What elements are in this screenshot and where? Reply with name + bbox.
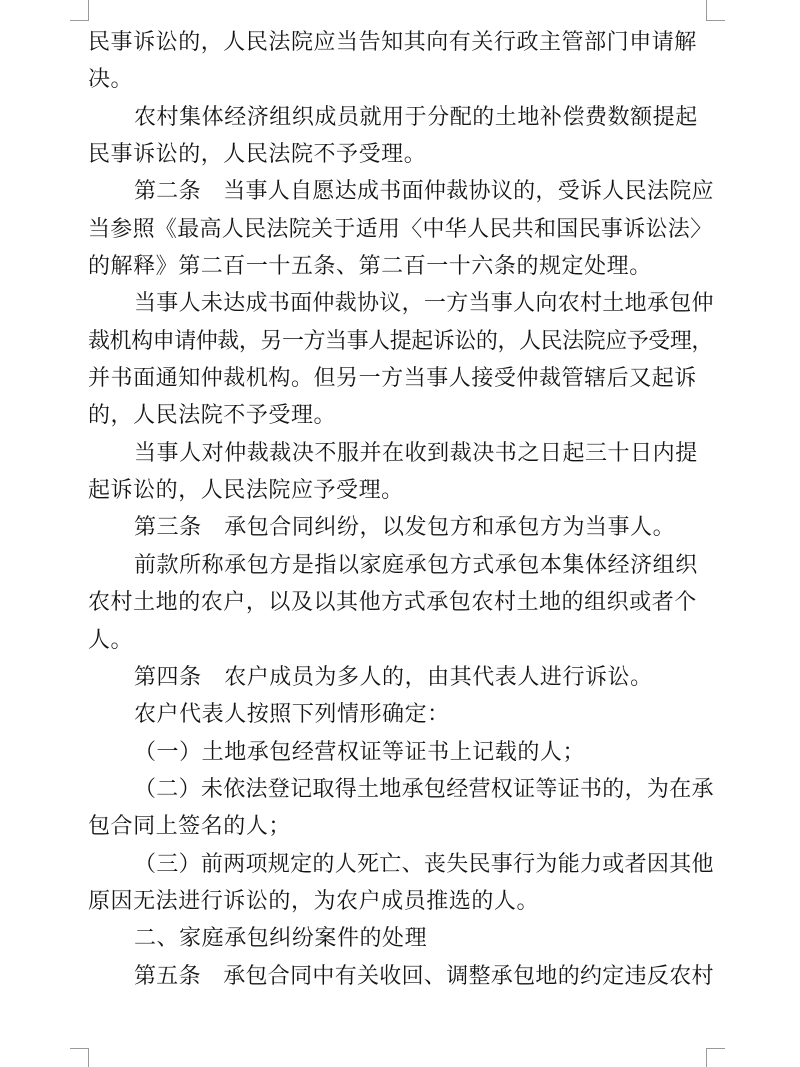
text-line: 民事诉讼的，人民法院应当告知其向有关行政主管部门申请解 <box>88 30 697 55</box>
text-line: 当事人对仲裁裁决不服并在收到裁决书之日起三十日内提 <box>134 440 698 466</box>
crop-mark-top-left <box>70 0 89 21</box>
text-line: 裁机构申请仲裁，另一方当事人提起诉讼的，人民法院应予受理， <box>88 328 713 354</box>
text-line: 民事诉讼的，人民法院不予受理。 <box>88 142 427 168</box>
text-line: 农村土地的农户，以及以其他方式承包农村土地的组织或者个 <box>88 590 697 616</box>
text-line: 并书面通知仲裁机构。但另一方当事人接受仲裁管辖后又起诉 <box>88 366 697 392</box>
crop-mark-top-right <box>706 0 725 21</box>
text-line: 的解释》第二百一十五条、第二百一十六条的规定处理。 <box>88 254 652 280</box>
text-line: 农户代表人按照下列情形确定： <box>134 702 450 728</box>
text-line: 第二条 当事人自愿达成书面仲裁协议的，受诉人民法院应 <box>134 179 714 205</box>
text-line: 当事人未达成书面仲裁协议，一方当事人向农村土地承包仲 <box>134 291 714 317</box>
text-line: 包合同上签名的人； <box>88 814 291 840</box>
crop-mark-bottom-left <box>70 1048 89 1067</box>
text-line: 第五条 承包合同中有关收回、调整承包地的约定违反农村 <box>134 963 714 989</box>
crop-mark-bottom-right <box>706 1048 725 1067</box>
text-line: 原因无法进行诉讼的，为农户成员推选的人。 <box>88 888 540 914</box>
text-line: 农村集体经济组织成员就用于分配的土地补偿费数额提起 <box>134 104 698 130</box>
text-line: 第三条 承包合同纠纷，以发包方和承包方为当事人。 <box>134 515 676 541</box>
text-line: （一）土地承包经营权证等证书上记载的人； <box>134 739 586 765</box>
text-line: （二）未依法登记取得土地承包经营权证等证书的，为在承 <box>134 776 714 802</box>
text-line: 的，人民法院不予受理。 <box>88 403 337 429</box>
text-line: 前款所称承包方是指以家庭承包方式承包本集体经济组织 <box>134 552 698 578</box>
text-line: （三）前两项规定的人死亡、丧失民事行为能力或者因其他 <box>134 851 714 877</box>
text-line: 人。 <box>88 627 134 653</box>
text-line: 第四条 农户成员为多人的，由其代表人进行诉讼。 <box>134 664 653 690</box>
text-line: 二、家庭承包纠纷案件的处理 <box>134 926 428 952</box>
text-line: 决。 <box>88 67 134 93</box>
document-body <box>88 24 714 995</box>
text-line: 起诉讼的，人民法院应予受理。 <box>88 478 404 504</box>
text-line: 当参照《最高人民法院关于适用〈中华人民共和国民事诉讼法〉 <box>88 216 713 242</box>
